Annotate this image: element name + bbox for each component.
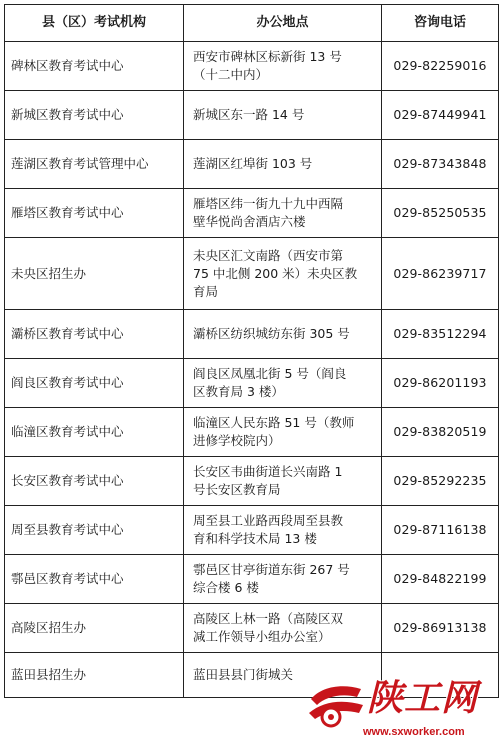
address-line: 壁华悦尚舍酒店六楼: [193, 214, 306, 229]
address-line: 号长安区教育局: [193, 482, 281, 497]
cell-org: 周至县教育考试中心: [5, 506, 184, 555]
table-row: [5, 408, 499, 457]
address-line: 阎良区凤凰北街 5 号（阎良: [193, 366, 347, 381]
cell-org: 碑林区教育考试中心: [5, 42, 184, 91]
address-line: 区教育局 3 楼）: [193, 384, 284, 399]
cell-phone: 029-82259016: [382, 42, 499, 91]
cell-phone: 029-85250535: [382, 189, 499, 238]
table-row: [5, 140, 499, 189]
watermark-url: www.sxworker.com: [363, 726, 465, 738]
cell-address: [184, 310, 382, 359]
address-line: 长安区韦曲街道长兴南路 1: [193, 464, 343, 479]
cell-phone: 029-87343848: [382, 140, 499, 189]
cell-phone: 029-83512294: [382, 310, 499, 359]
table-row: [5, 310, 499, 359]
table-row: [5, 555, 499, 604]
address-line: 鄠邑区甘亭街道东街 267 号: [193, 562, 350, 577]
cell-phone: 029-84822199: [382, 555, 499, 604]
cell-org: 蓝田县招生办: [5, 653, 184, 698]
header-phone: 咨询电话: [382, 5, 499, 42]
table-row: [5, 42, 499, 91]
cell-org: 雁塔区教育考试中心: [5, 189, 184, 238]
address-line: （十二中内）: [193, 67, 269, 82]
address-line: 育局: [193, 283, 219, 299]
cell-address: [184, 42, 382, 91]
address-line: 西安市碑林区标新街 13 号: [193, 49, 342, 64]
watermark-title: 陕工网: [367, 677, 479, 719]
cell-phone: 029-87449941: [382, 91, 499, 140]
exam-institutions-table: [4, 4, 499, 698]
cell-address: [184, 408, 382, 457]
cell-phone: 029-87116138: [382, 506, 499, 555]
cell-org: 长安区教育考试中心: [5, 457, 184, 506]
cell-org: 高陵区招生办: [5, 604, 184, 653]
cell-org: 阎良区教育考试中心: [5, 359, 184, 408]
table-row: [5, 238, 499, 310]
address-line: 灞桥区纺织城纺东街 305 号: [193, 326, 350, 341]
cell-org: 灞桥区教育考试中心: [5, 310, 184, 359]
cell-org: 鄠邑区教育考试中心: [5, 555, 184, 604]
cell-address: [184, 457, 382, 506]
cell-phone: 029-86201193: [382, 359, 499, 408]
address-line: 蓝田县县门街城关: [193, 667, 294, 682]
header-org: 县（区）考试机构: [5, 5, 184, 42]
cell-org: 未央区招生办: [5, 238, 184, 310]
cell-phone: 029-86239717: [382, 238, 499, 310]
address-line: 周至县工业路西段周至县教: [193, 513, 344, 528]
table-row: [5, 457, 499, 506]
site-watermark: [307, 673, 497, 745]
address-line: 莲湖区红埠街 103 号: [193, 156, 313, 171]
table-body: [5, 42, 499, 698]
address-line: 减工作领导小组办公室）: [193, 629, 331, 644]
address-line: 75 中北侧 200 米）未央区教: [193, 265, 358, 281]
worker-badge-icon: [307, 679, 365, 731]
cell-phone: 029-85292235: [382, 457, 499, 506]
cell-phone: 029-83820519: [382, 408, 499, 457]
cell-address: [184, 140, 382, 189]
cell-org: 莲湖区教育考试管理中心: [5, 140, 184, 189]
address-line: 综合楼 6 楼: [193, 580, 259, 595]
cell-address: [184, 91, 382, 140]
table-row: [5, 91, 499, 140]
table-row: [5, 506, 499, 555]
address-line: 未央区汇文南路（西安市第: [193, 247, 344, 263]
table-header-row: [5, 5, 499, 42]
cell-address: [184, 189, 382, 238]
address-line: 雁塔区纬一街九十九中西隔: [193, 196, 344, 211]
address-line: 新城区东一路 14 号: [193, 107, 305, 122]
address-line: 临潼区人民东路 51 号（教师: [193, 415, 355, 430]
table-row: [5, 189, 499, 238]
cell-address: [184, 238, 382, 310]
address-line: 高陵区上林一路（高陵区双: [193, 611, 344, 626]
cell-org: 临潼区教育考试中心: [5, 408, 184, 457]
address-line: 进修学校院内）: [193, 433, 281, 448]
table-row: [5, 359, 499, 408]
cell-org: 新城区教育考试中心: [5, 91, 184, 140]
cell-address: [184, 555, 382, 604]
cell-address: [184, 359, 382, 408]
cell-address: [184, 604, 382, 653]
cell-phone: 029-86913138: [382, 604, 499, 653]
cell-address: [184, 506, 382, 555]
address-line: 育和科学技术局 13 楼: [193, 531, 317, 546]
table-row: [5, 604, 499, 653]
header-address: 办公地点: [184, 5, 382, 42]
